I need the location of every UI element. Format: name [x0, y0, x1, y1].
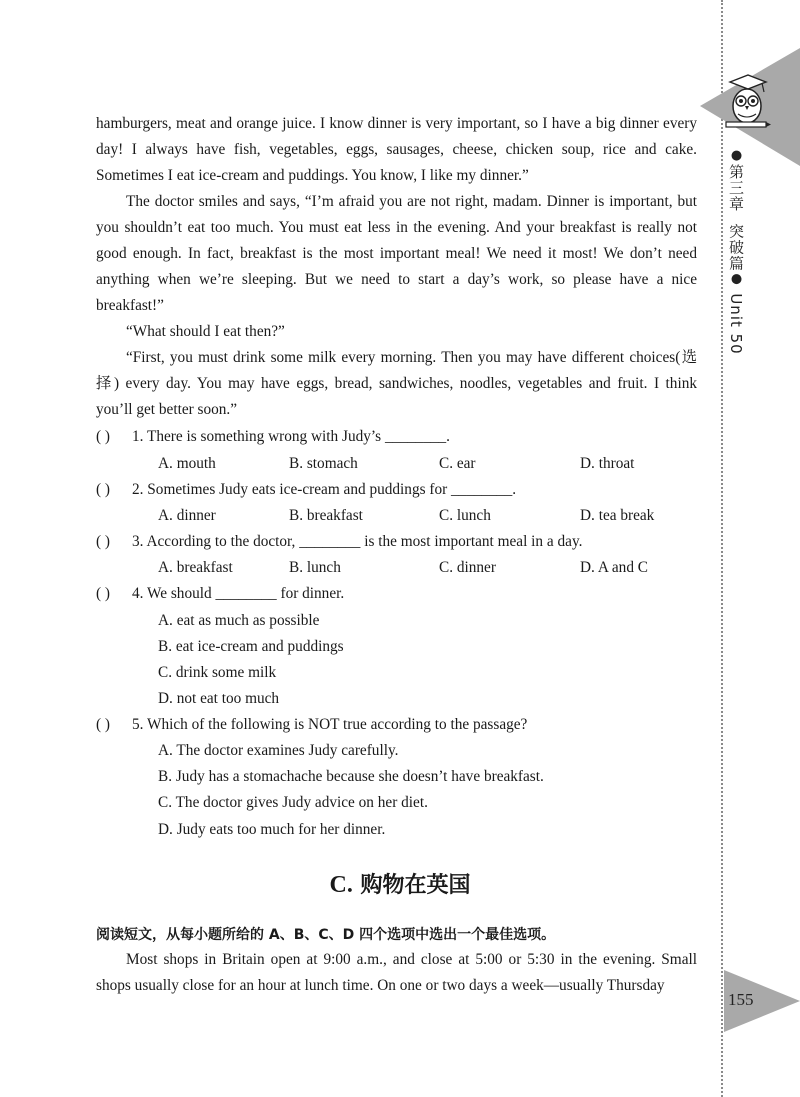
option-a: A. eat as much as possible: [158, 612, 320, 629]
section-heading: 购物在英国: [360, 873, 471, 898]
bullet-dot-icon: ●: [729, 148, 744, 164]
passage-paragraph-3: “What should I eat then?”: [126, 323, 285, 340]
option-d: D. tea break: [580, 507, 655, 524]
option-c: C. drink some milk: [158, 664, 277, 681]
section-c-passage: [96, 947, 697, 999]
section-title: [0, 868, 800, 899]
option-d: D. throat: [580, 455, 635, 472]
option-a: A. dinner: [158, 507, 216, 524]
passage-text: [96, 111, 697, 423]
question-stem: 5. Which of the following is NOT true according to the passage?: [132, 716, 528, 733]
answer-blank[interactable]: ( ): [96, 716, 111, 733]
section-c-paragraph-1: Most shops in Britain open at 9:00 a.m., and close at 5:00 or 5:30 in the evening. Small shops usually close for an hour at lunch time. On one or two days a week—usually Thursday: [96, 951, 697, 994]
unit-label: Unit 50: [727, 293, 745, 355]
option-d: D. A and C: [580, 559, 648, 576]
section-letter: C.: [329, 872, 353, 898]
section-instruction: 阅读短文，从每小题所给的 A、B、C、D 四个选项中选出一个最佳选项。: [96, 927, 556, 943]
option-b: B. Judy has a stomachache because she doesn’t have breakfast.: [158, 768, 544, 785]
option-d: D. not eat too much: [158, 690, 280, 707]
passage-paragraph-1: hamburgers, meat and orange juice. I know dinner is very important, so I have a big dinner every day! I always have fish, vegetables, eggs, sausages, cheese, chicken soup, rice and cake. Sometimes I eat ice-cream and puddings. You know, I like my dinner.”: [96, 115, 697, 184]
owl-mascot-icon: [722, 72, 772, 134]
option-c: C. lunch: [439, 507, 491, 524]
passage-paragraph-2: The doctor smiles and says, “I’m afraid you are not right, madam. Dinner is important, but you shouldn’t eat too much. You must eat less in the evening. And your breakfast is really not good enough. In fact, breakfast is the most important meal! We need it most! We don’t need anything when we’re sleeping. But we need to start a day’s work, so please have a nice breakfast!”: [96, 193, 697, 314]
option-b: B. eat ice-cream and puddings: [158, 638, 344, 655]
answer-blank[interactable]: ( ): [96, 481, 111, 498]
option-c: C. dinner: [439, 559, 496, 576]
bullet-dot-icon: ●: [729, 271, 744, 288]
question-stem: 3. According to the doctor, ________ is the most important meal in a day.: [132, 533, 583, 550]
option-a: A. mouth: [158, 455, 216, 472]
option-b: B. lunch: [289, 559, 341, 576]
question-stem: 2. Sometimes Judy eats ice-cream and puddings for ________.: [132, 481, 517, 498]
option-a: A. The doctor examines Judy carefully.: [158, 742, 399, 759]
option-a: A. breakfast: [158, 559, 233, 576]
section-label: 突破篇: [727, 223, 745, 272]
question-stem: 4. We should ________ for dinner.: [132, 585, 345, 602]
answer-blank[interactable]: ( ): [96, 585, 111, 602]
question-stem: 1. There is something wrong with Judy’s ________.: [132, 428, 450, 445]
option-b: B. stomach: [289, 455, 358, 472]
option-c: C. ear: [439, 455, 476, 472]
page-number: 155: [728, 990, 754, 1009]
chapter-side-label: [726, 148, 747, 355]
passage-paragraph-4: “First, you must drink some milk every morning. Then you may have different choices(选择) every day. You may have eggs, bread, sandwiches, noodles, vegetables and fruit. I think you’ll get better soon.”: [96, 349, 697, 418]
chapter-label: 第三章: [727, 164, 745, 212]
answer-blank[interactable]: ( ): [96, 533, 111, 550]
option-c: C. The doctor gives Judy advice on her diet.: [158, 794, 428, 811]
option-b: B. breakfast: [289, 507, 363, 524]
option-d: D. Judy eats too much for her dinner.: [158, 821, 386, 838]
answer-blank[interactable]: ( ): [96, 428, 111, 445]
